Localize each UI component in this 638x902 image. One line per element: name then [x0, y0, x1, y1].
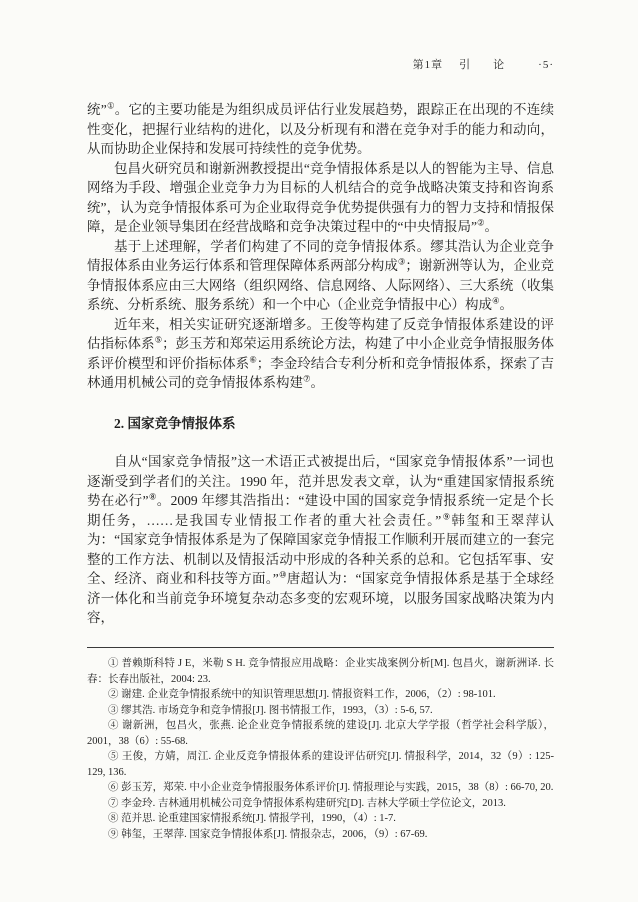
- footnote: ⑦ 李金玲. 吉林通用机械公司竞争情报体系构建研究[D]. 吉林大学硕士学位论文，2013.: [108, 797, 506, 809]
- footnote-area: [87, 647, 554, 842]
- footnote: ② 谢建. 企业竞争情报系统中的知识管理思想[J]. 情报资料工作，2006，（2）: 98-101.: [108, 689, 496, 700]
- chapter-label: 第1章: [412, 59, 444, 71]
- paragraph: 近年来，相关实证研究逐渐增多。王俊等构建了反竞争情报体系建设的评估指标体系⑤；彭玉芳和郑荣运用系统论方法，构建了中小企业竞争情报服务体系评价模型和评价指标体系⑥；李金玲结合专利分析和竞争情报体系，探索了吉林通用机械公司的竞争情报体系构建⑦。: [87, 316, 555, 390]
- section-heading: 2. 国家竞争情报体系: [114, 415, 236, 431]
- footnote: ⑧ 范并思. 论重建国家情报系统[J]. 情报学刊，1990，（4）: 1-7.: [108, 813, 396, 824]
- footnote: ⑨ 韩玺，王翠萍. 国家竞争情报体系[J]. 情报杂志，2006，（9）: 67-69.: [108, 828, 428, 840]
- paragraph-continuation: 统”①。它的主要功能是为组织成员评估行业发展趋势，跟踪正在出现的不连续性变化，把握行业结构的进化，以及分析现有和潜在竞争对手的能力和动向，从而协助企业保持和发展可持续性的竞争优势。: [87, 101, 554, 156]
- paragraph: 自从“国家竞争情报”这一术语正式被提出后，“国家竞争情报体系”一词也逐渐受到学者们的关注。1990 年，范并思发表文章，认为“重建国家情报系统势在必行”⑧。2009 年缪其浩指出：“建设中国的国家竞争情报系统一定是个长期任务，……是我国专业情报工作者的重大社会责任。”⑨韩玺和王翠萍认为：“国家竞争情报体系是为了保障国家竞争情报工作顺利开展而建立的一套完整的工作方法、机制以及情报活动中形成的各种关系的总和。它包括军事、安全、经济、商业和科技等方面。”⑩唐超认为：“国家竞争情报体系是基于全球经济一体化和当前竞争环境复杂动态多变的宏观环境，以服务国家战略决策为内容，: [87, 454, 555, 625]
- chapter-title: 引 论: [459, 59, 511, 71]
- footnote: ① 普赖斯科特 J E，米勒 S H. 竞争情报应用战略：企业实战案例分析[M]. 包昌火，谢新洲译. 长春：长春出版社，2004: 23.: [87, 658, 554, 685]
- paragraph: 包昌火研究员和谢新洲教授提出“竞争情报体系是以人的智能为主导、信息网络为手段、增强企业竞争力为目标的人机结合的竞争战略决策支持和咨询系统”，认为竞争情报体系可为企业取得竞争优势提供强有力的智力支持和情报保障，是企业领导集团在经营战略和竞争决策过程中的“中央情报局”②。: [87, 160, 554, 234]
- footnote: ④ 谢新洲，包昌火，张燕. 论企业竞争情报系统的建设[J]. 北京大学学报（哲学社会科学版），2001，38（6）: 55-68.: [87, 720, 554, 747]
- running-head: [87, 56, 554, 72]
- footnote: ⑤ 王俊，方婧，周江. 企业反竞争情报体系的建设评估研究[J]. 情报科学，2014，32（9）: 125-129, 136.: [87, 751, 554, 778]
- footnote: ③ 缪其浩. 市场竞争和竞争情报[J]. 图书情报工作，1993，（3）: 5-6, 57.: [108, 704, 433, 716]
- paragraph: 基于上述理解，学者们构建了不同的竞争情报体系。缪其浩认为企业竞争情报体系由业务运行体系和管理保障体系两部分构成③；谢新洲等认为，企业竞争情报体系应由三大网络（组织网络、信息网络、人际网络）、三大系统（收集系统、分析系统、服务系统）和一个中心（企业竞争情报中心）构成④。: [87, 238, 555, 312]
- page-number: ·5·: [538, 59, 554, 71]
- footnote-divider: [87, 647, 554, 648]
- footnote: ⑥ 彭玉芳，郑荣. 中小企业竞争情报服务体系评价[J]. 情报理论与实践，2015，38（8）: 66-70, 20.: [108, 782, 554, 793]
- body-text: [87, 100, 554, 628]
